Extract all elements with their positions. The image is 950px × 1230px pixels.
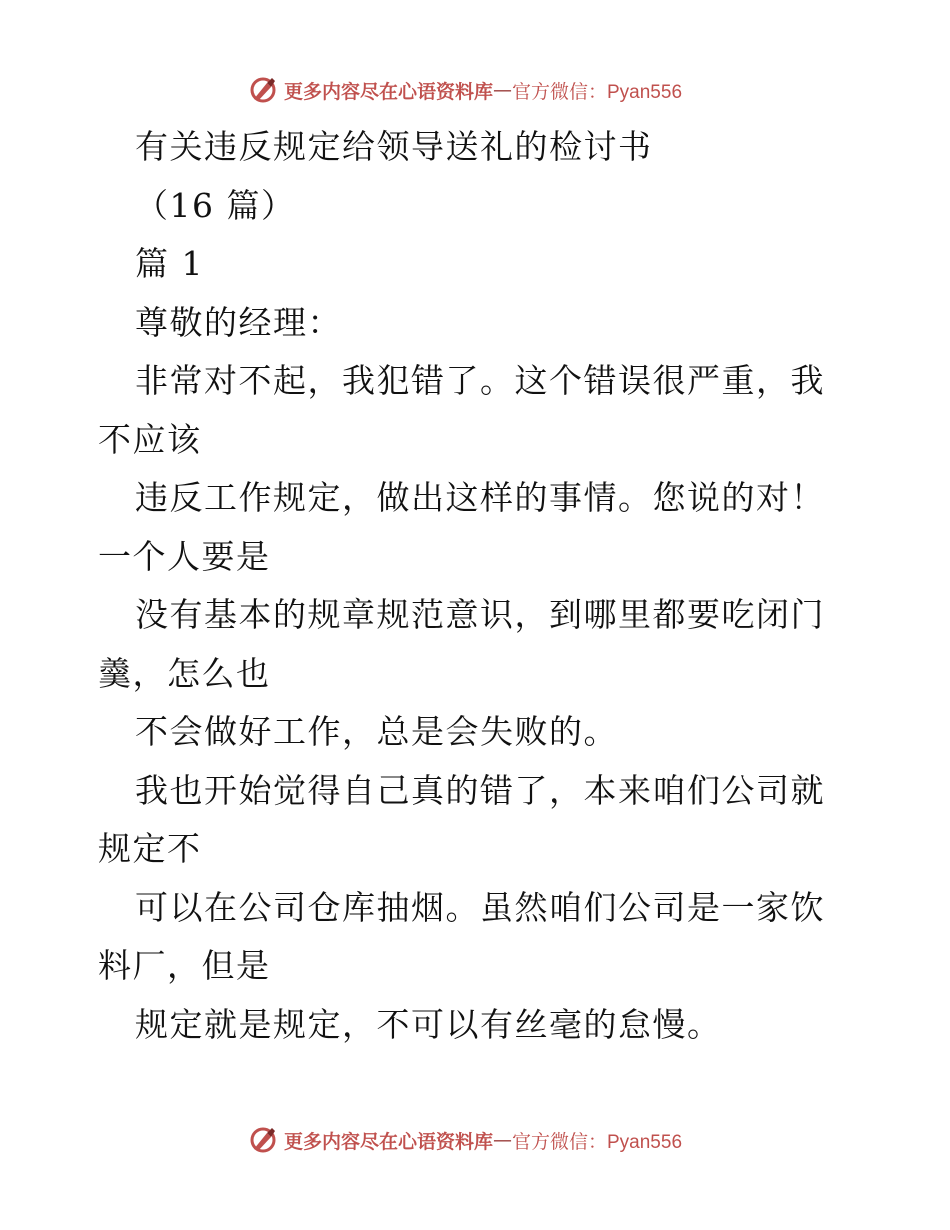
banner-separator: — [493, 1129, 512, 1151]
salutation: 尊敬的经理： [135, 302, 342, 342]
banner-separator: — [493, 79, 512, 101]
pen-nib-logo-icon [248, 1125, 278, 1155]
header-banner [0, 70, 950, 110]
paragraph: 违反工作规定，做出这样的事情。您说的对！一个人要是 [98, 478, 825, 576]
paragraph: 不会做好工作，总是会失败的。 [135, 712, 618, 751]
paragraph: 规定就是规定，不可以有丝毫的怠慢。 [135, 1004, 722, 1044]
pen-nib-logo-icon [248, 75, 278, 105]
document-body [98, 118, 858, 1054]
banner-text: 更多内容尽在心语资料库 [283, 1130, 493, 1153]
document-subtitle: （16 篇） [135, 185, 296, 225]
paragraph: 没有基本的规章规范意识，到哪里都要吃闭门羹，怎么也 [98, 595, 825, 693]
section-heading: 篇 1 [135, 244, 204, 283]
document-title: 有关违反规定给领导送礼的检讨书 [135, 127, 653, 166]
paragraph: 可以在公司仓库抽烟。虽然咱们公司是一家饮料厂，但是 [98, 887, 825, 985]
footer-banner [0, 1120, 950, 1160]
banner-wechat: 官方微信：Pyan556 [512, 81, 683, 103]
banner-text: 更多内容尽在心语资料库 [283, 80, 493, 103]
paragraph: 我也开始觉得自己真的错了，本来咱们公司就规定不 [98, 770, 825, 868]
paragraph: 非常对不起，我犯错了。这个错误很严重，我不应该 [98, 361, 825, 459]
banner-wechat: 官方微信：Pyan556 [512, 1131, 683, 1153]
